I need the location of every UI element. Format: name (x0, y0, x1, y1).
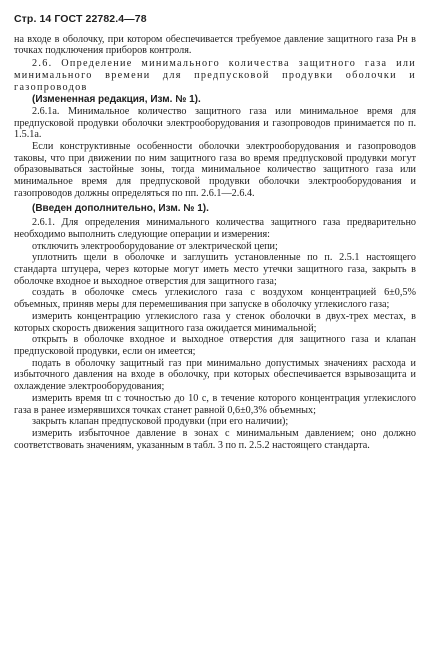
list-item: измерить время tп с точностью до 10 с, в течение которого концентрация углекислого газа в ранее измерявшихся точках станет равной 0,6±0,3% объемных; (14, 392, 416, 416)
amendment-note-added: (Введен дополнительно, Изм. № 1). (32, 202, 209, 214)
list-item: открыть в оболочке входное и выходное отверстия для защитного газа и клапан предпусковой продувки, если он имеется; (14, 334, 416, 357)
amendment-note: (Измененная редакция, Изм. № 1). (32, 94, 201, 106)
list-item: уплотнить щели в оболочке и заглушить установленные по п. 2.5.1 настоящего стандарта штуцера, через которые могут иметь место утечки защитного газа, закрыть в оболочке входное и выходное отверстия для защитного газа; (14, 252, 416, 287)
section-heading-2-6: 2.6. Определение минимального количества защитного газа или минимального времени для предпусковой продувки оболочки и газопроводов (14, 58, 416, 93)
paragraph-2-6-1: 2.6.1. Для определения минимального количества защитного газа предварительно необходимо выполнить следующие операции и измерения: (14, 217, 416, 240)
document-page (14, 14, 416, 451)
paragraph-design-features: Если конструктивные особенности оболочки электрооборудования и газопроводов таковы, что при движении по ним защитного газа во время предпусковой продувки могут образовываться застойные зоны, тогда минимальное количество защитного газа или минимальное время для предпусковой продувки оболочки электрооборудования и газопроводов должны определяться по пп. 2.6.1—2.6.4. (14, 141, 416, 199)
list-item: подать в оболочку защитный газ при минимально допустимых значениях расхода и избыточного давления на входе в оболочку, при которых обеспечивается взрывозащита и охлаждение электрооборудования; (14, 357, 416, 393)
list-item: создать в оболочке смесь углекислого газа с воздухом концентрацией 6±0,5% объемных, приняв меры для перемешивания при запуске в оболочку углекислого газа; (14, 287, 416, 311)
list-item: измерить концентрацию углекислого газа у стенок оболочки в двух-трех местах, в которых скорость движения защитного газа ожидается минимальной; (14, 310, 416, 334)
page-header: Стр. 14 ГОСТ 22782.4—78 (14, 13, 147, 25)
list-item: измерить избыточное давление в зонах с минимальным давлением; оно должно соответствовать значениям, указанным в табл. 3 по п. 2.5.2 настоящего стандарта. (14, 427, 416, 451)
list-item: отключить электрооборудование от электрической цепи; (32, 240, 278, 252)
list-item: закрыть клапан предпусковой продувки (при его наличии); (32, 416, 289, 428)
paragraph-2-6-1a: 2.6.1а. Минимальное количество защитного газа или минимальное время для предпусковой продувки оболочки электрооборудования и газопроводов принимается по п. 1.5.1а. (14, 105, 416, 141)
paragraph-continuation: на входе в оболочку, при котором обеспечивается требуемое давление защитного газа Pн в точках подключения приборов контроля. (14, 33, 416, 57)
